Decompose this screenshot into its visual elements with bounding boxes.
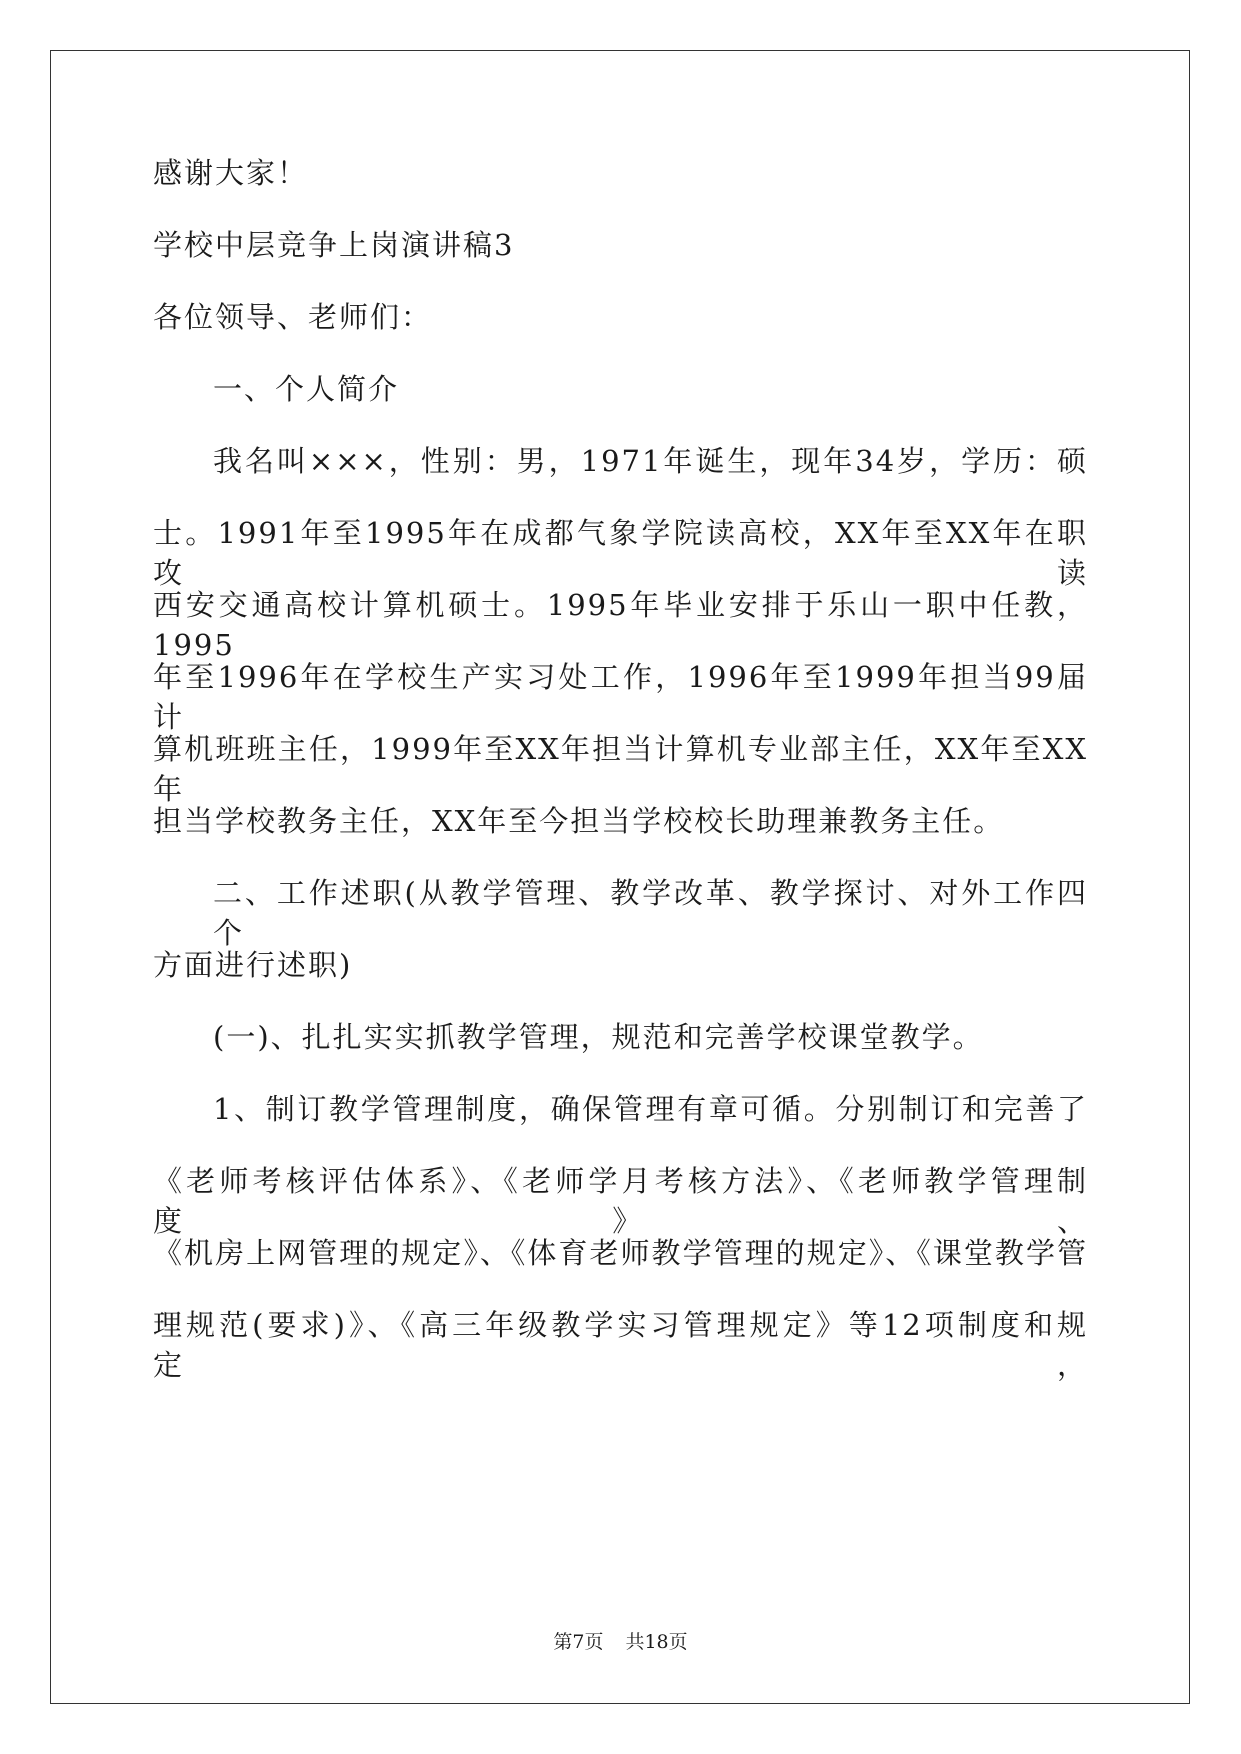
paragraph-line: 方面进行述职)	[153, 948, 353, 982]
heading-work-report: 二、工作述职(从教学管理、教学改革、教学探讨、对外工作四个	[213, 876, 1088, 950]
page-footer	[0, 1630, 1241, 1654]
paragraph-line: 年至1996年在学校生产实习处工作，1996年至1999年担当99届计	[153, 660, 1088, 734]
paragraph-line: 理规范(要求)》、《高三年级教学实习管理规定》等12项制度和规定，	[153, 1308, 1088, 1382]
paragraph-line: 《老师考核评估体系》、《老师学月考核方法》、《老师教学管理制度》、	[153, 1164, 1088, 1238]
salutation: 各位领导、老师们：	[153, 300, 433, 334]
paragraph-line: 1、制订教学管理制度，确保管理有章可循。分别制订和完善了	[213, 1092, 1088, 1126]
paragraph-line: 西安交通高校计算机硕士。1995年毕业安排于乐山一职中任教，1995	[153, 588, 1088, 662]
paragraph-line: 我名叫×××，性别：男，1971年诞生，现年34岁，学历：硕	[213, 444, 1088, 478]
paragraph-line: 担当学校教务主任，XX年至今担当学校校长助理兼教务主任。	[153, 804, 1005, 838]
heading-personal-intro: 一、个人简介	[213, 372, 400, 406]
paragraph-line: 士。1991年至1995年在成都气象学院读高校，XX年至XX年在职攻读	[153, 516, 1088, 590]
closing-thanks: 感谢大家！	[153, 156, 309, 190]
paragraph-line: 《机房上网管理的规定》、《体育老师教学管理的规定》、《课堂教学管	[153, 1236, 1088, 1270]
paragraph-line: 算机班班主任，1999年至XX年担当计算机专业部主任，XX年至XX年	[153, 732, 1088, 806]
section-title: 学校中层竞争上岗演讲稿3	[153, 228, 515, 262]
page-total: 共18页	[625, 1631, 688, 1653]
subheading-teaching-management: (一)、扎扎实实抓教学管理，规范和完善学校课堂教学。	[213, 1020, 984, 1054]
page-number: 第7页	[553, 1631, 604, 1653]
